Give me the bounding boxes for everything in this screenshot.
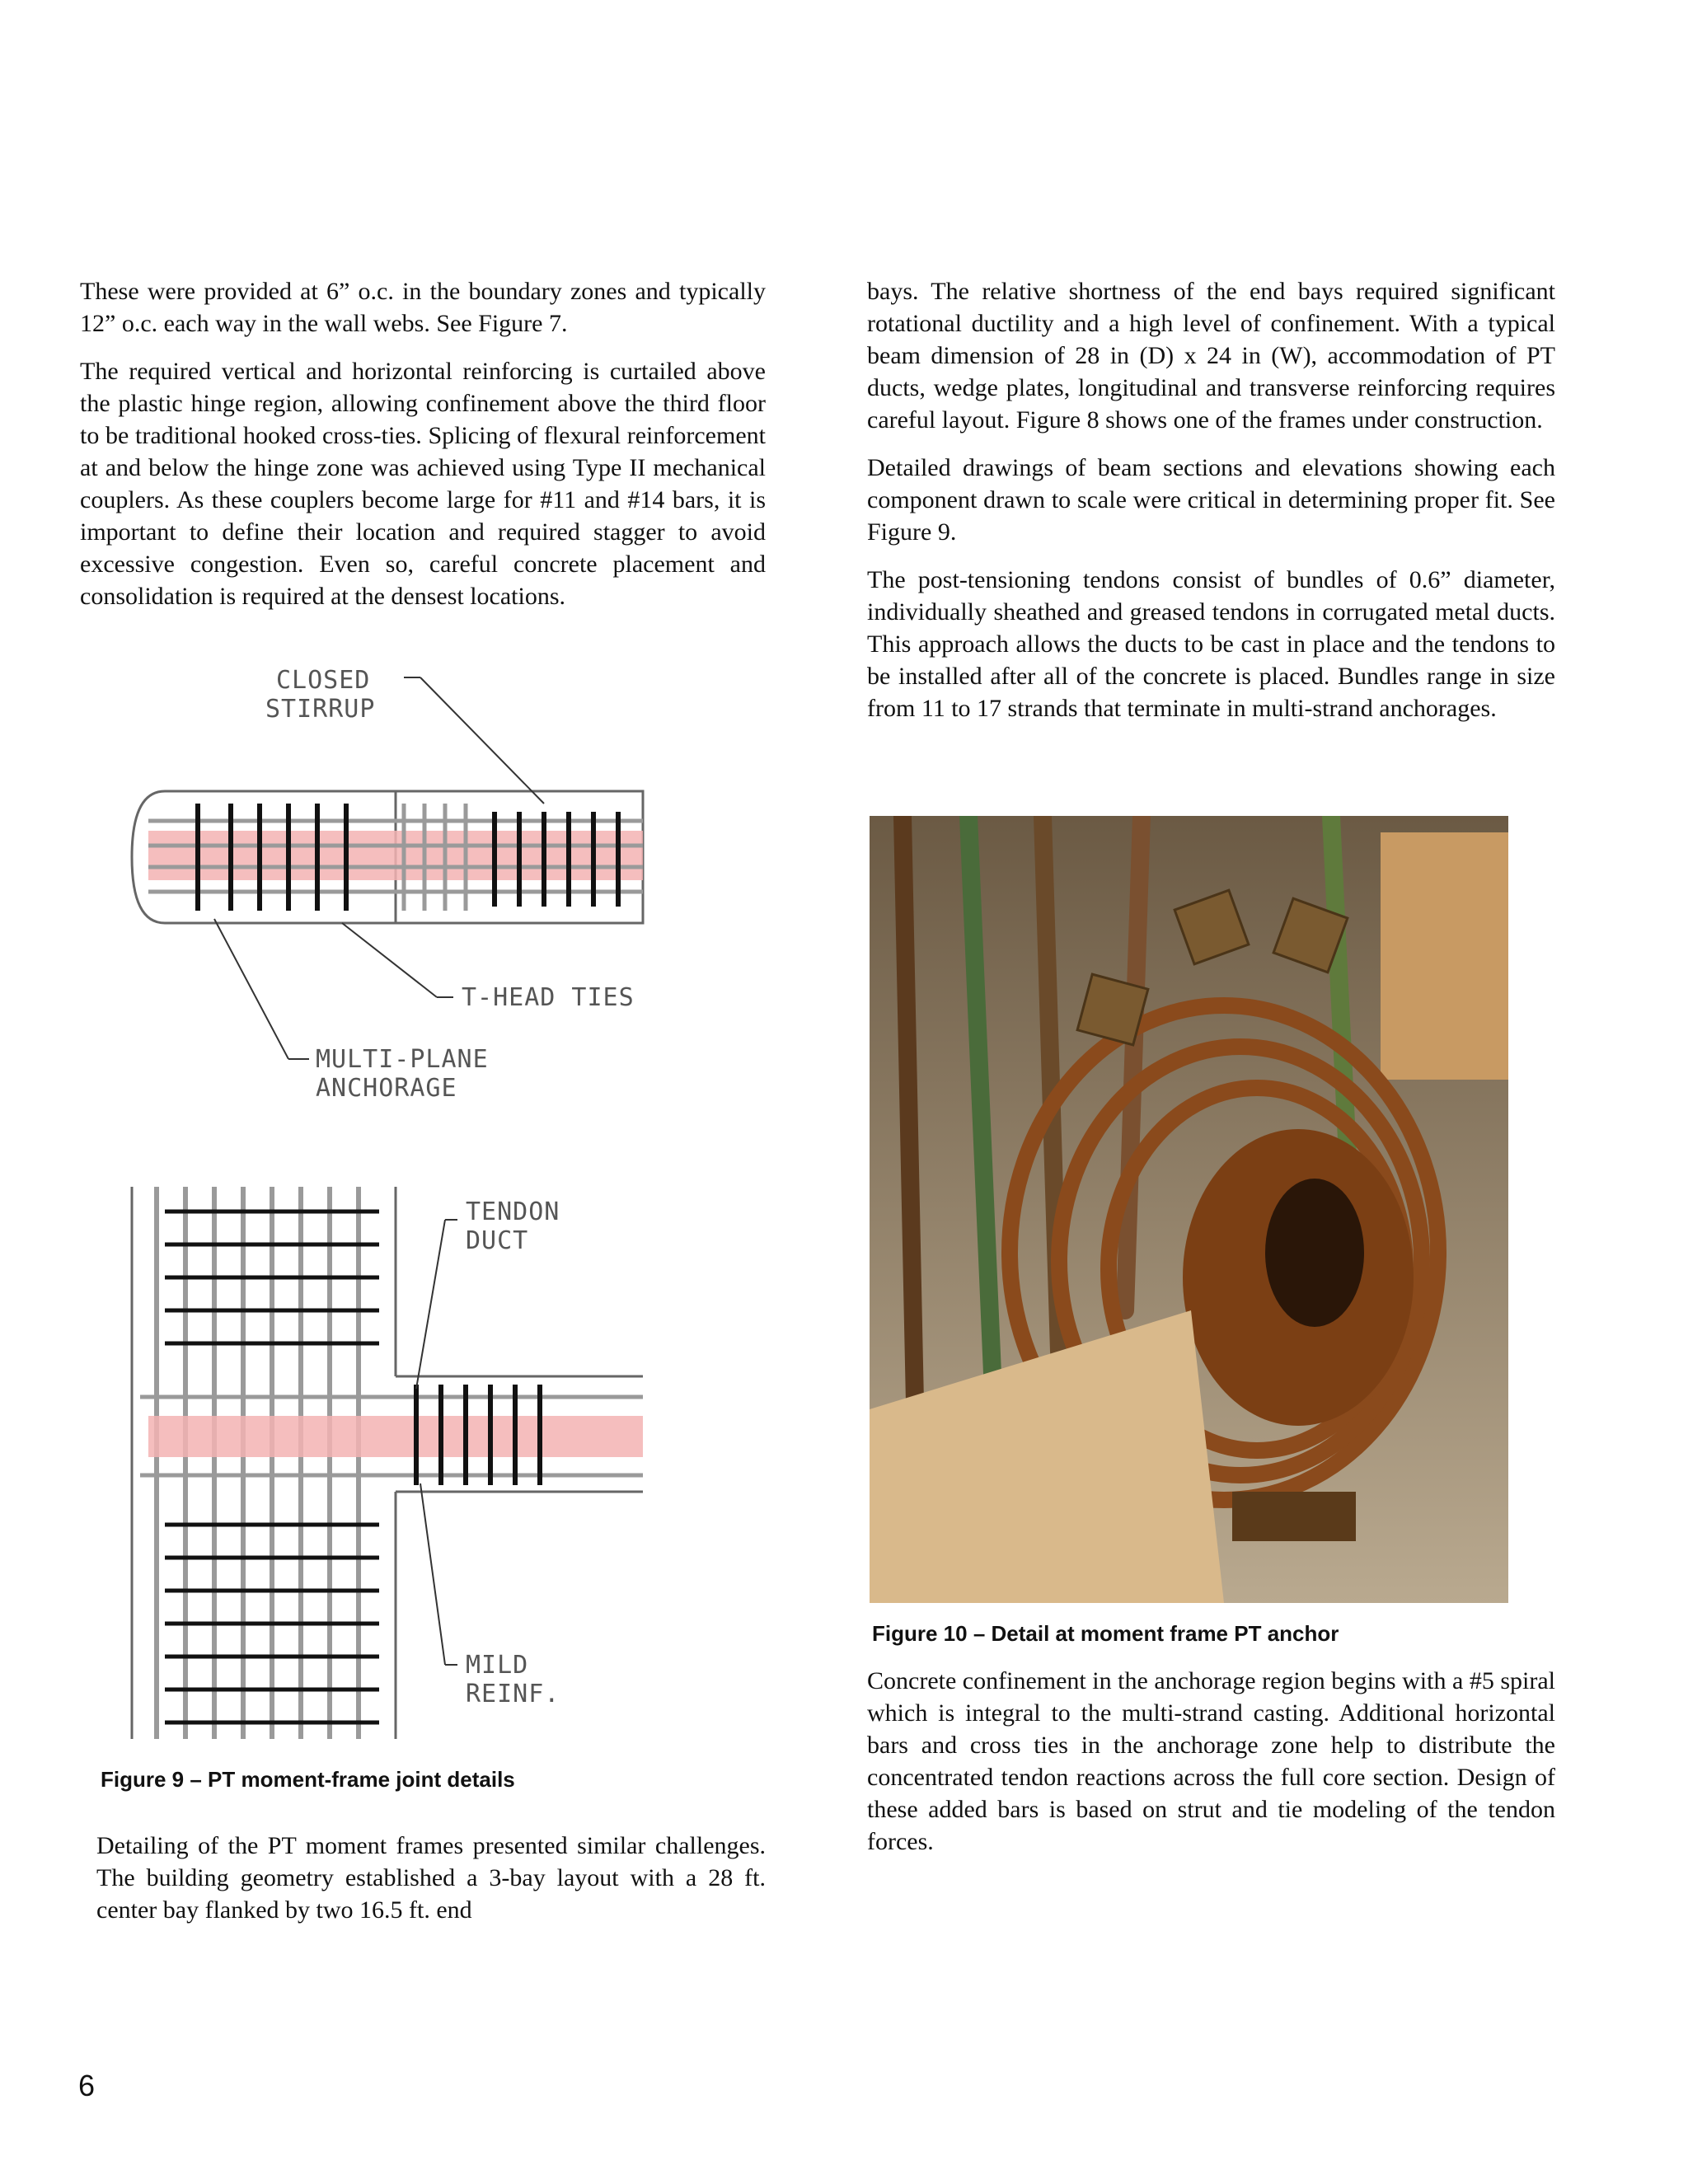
paragraph: Concrete confinement in the anchorage region begins with a #5 spiral which is integral to the multi-strand casting. Additional horizontal bars and cross ties in the anchorage zone help to distribute the concentrated tendon reactions across the full core section. Design of these added bars is based on strut and tie modeling of the tendon forces. — [867, 1667, 1555, 1855]
left-column-bottom-text — [96, 1830, 766, 1942]
paragraph: The required vertical and horizontal reinforcing is curtailed above the plastic hinge region, allowing confinement above the third floor to be traditional hooked cross-ties. Splicing of flexural reinforcement at and below the hinge zone was achieved using Type II mechanical couplers. As these couplers become large for #11 and #14 bars, it is important to define their location and required stagger to avoid excessive congestion. Even so, careful concrete placement and consolidation is required at the densest locations. — [80, 358, 766, 610]
label-closed-stirrup: CLOSED — [276, 666, 371, 695]
label-mild-reinf: MILD — [466, 1651, 529, 1680]
figure-9-section-drawing — [124, 659, 684, 1137]
steel-plate — [1232, 1492, 1356, 1541]
paragraph: The post-tensioning tendons consist of bundles of 0.6” diameter, individually sheathed and greased tendons in corrugated metal ducts. This approach allows the ducts to be cast in place and the tendons to be installed after all of the concrete is placed. Bundles range in size from 11 to 17 strands that terminate in multi-strand anchorages. — [867, 566, 1555, 722]
page-number: 6 — [78, 2069, 96, 2102]
paragraph: Detailing of the PT moment frames presented similar challenges. The building geometry established a 3-bay layout with a 28 ft. center bay flanked by two 16.5 ft. end — [96, 1832, 766, 1924]
paragraph: These were provided at 6” o.c. in the boundary zones and typically 12” o.c. each way in the wall webs. See Figure 7. — [80, 278, 766, 337]
label-tendon-duct: TENDON — [466, 1197, 560, 1226]
right-column-bottom-text — [867, 1665, 1555, 1873]
label-t-head-ties: T-HEAD TIES — [462, 983, 635, 1012]
tendon-duct — [148, 1416, 643, 1457]
left-column-text — [80, 275, 766, 628]
label-multi-plane-anchorage: ANCHORAGE — [316, 1074, 457, 1103]
label-closed-stirrup: STIRRUP — [265, 695, 376, 724]
paragraph: bays. The relative shortness of the end bays required significant rotational ductility and a high level of confinement. With a typical beam dimension of 28 in (D) x 24 in (W), accommodation of PT ducts, wedge plates, longitudinal and transverse reinforcing requires careful layout. Figure 8 shows one of the frames under construction. — [867, 278, 1555, 434]
right-column-text — [867, 275, 1555, 740]
label-multi-plane-anchorage: MULTI-PLANE — [316, 1045, 489, 1074]
figure-10-photo — [870, 816, 1508, 1603]
anchor-hole — [1265, 1179, 1364, 1327]
figure-10-caption: Figure 10 – Detail at moment frame PT anchor — [872, 1621, 1339, 1646]
label-mild-reinf: REINF. — [466, 1680, 560, 1708]
label-tendon-duct: DUCT — [466, 1226, 529, 1255]
wood-crate — [1381, 832, 1508, 1080]
figure-9-elevation-drawing — [124, 1179, 684, 1747]
paragraph: Detailed drawings of beam sections and elevations showing each component drawn to scale were critical in determining proper fit. See Figure 9. — [867, 454, 1555, 546]
figure-9-caption: Figure 9 – PT moment-frame joint details — [101, 1767, 515, 1792]
